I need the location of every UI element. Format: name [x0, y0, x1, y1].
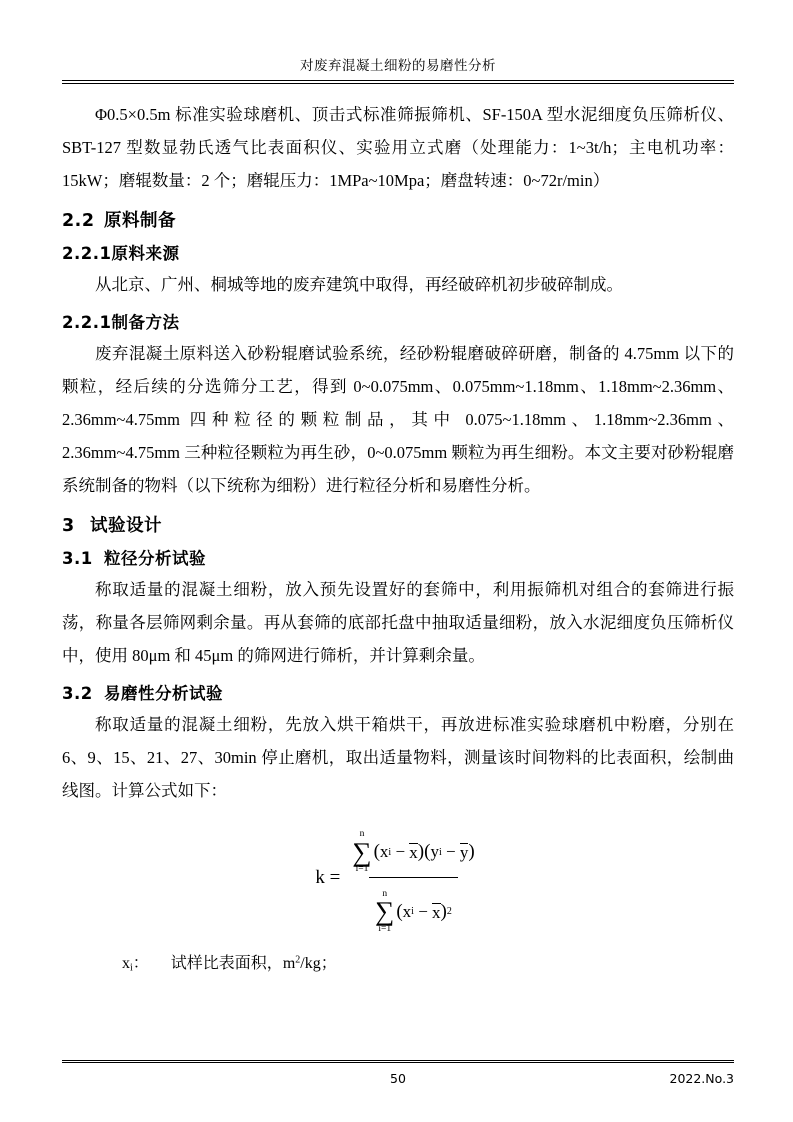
running-header: 对废弃混凝土细粉的易磨性分析	[300, 58, 496, 74]
variable-colon: ：	[132, 955, 149, 973]
formula-fraction	[346, 821, 480, 934]
variable-label	[122, 955, 149, 972]
sigma-limits	[352, 830, 371, 875]
header-rule-thin	[62, 83, 734, 84]
footer-row	[62, 1063, 734, 1086]
section-title: 试验设计	[90, 516, 162, 536]
term-x-i-sub-2: i	[411, 906, 414, 918]
variable-unit-rest: /kg；	[300, 955, 337, 973]
term-x-i-sub: i	[388, 846, 392, 858]
sigma-icon-2: ∑	[375, 896, 395, 927]
term-y-bar: y	[459, 842, 469, 862]
variable-definition	[122, 950, 734, 974]
paragraph-grindability-test: 称取适量的混凝土细粉，先放入烘干箱烘干，再放进标准实验球磨机中粉磨，分别在 6、9、15、21、27、30min 停止磨机，取出适量物料，测量该时间物料的比表面积，绘制曲线图。计算公式如下：	[62, 715, 734, 800]
section-number: 2.2	[62, 211, 95, 231]
section-number: 3.2	[62, 684, 93, 703]
section-number: 3	[62, 516, 75, 536]
term-x-bar-2: x	[432, 902, 441, 922]
section-title: 原料来源	[111, 244, 180, 263]
numerator-sum: n ∑ i=1 ( x i − x ) ( y i − y )	[352, 829, 475, 875]
sigma-icon: ∑	[352, 836, 372, 867]
term-x-i-2: x	[402, 901, 412, 921]
variable-text: 试样比表面积，	[170, 955, 283, 973]
header-rule-thick	[62, 80, 734, 81]
paragraph-particle-size-test: 称取适量的混凝土细粉，放入预先设置好的套筛中，利用振筛机对组合的套筛进行振荡，称量各层筛网剩余量。再从套筛的底部托盘中抽取适量细粉，放入水泥细度负压筛析仪中，使用 80μm 和 45μm 的筛网进行筛析，并计算剩余量。	[62, 580, 734, 665]
term-y-i-sub: i	[438, 846, 442, 858]
denominator-sum: n ∑ i=1 ( x i − x ) 2	[375, 888, 452, 934]
open-paren: (	[373, 841, 380, 863]
section-number: 2.2.1	[62, 313, 112, 332]
open-paren-3: (	[396, 900, 403, 922]
variable-unit-sup: 2	[295, 954, 301, 966]
section-heading-2-2-1-source	[62, 240, 734, 264]
sum-lower-limit-2: i=1	[378, 923, 392, 934]
sum-upper-limit: n	[359, 829, 365, 839]
section-heading-3-2	[62, 680, 734, 704]
section-number: 3.1	[62, 549, 93, 568]
section-title: 原料制备	[104, 211, 176, 231]
sum-lower-limit: i=1	[355, 864, 369, 875]
paragraph-source: 从北京、广州、桐城等地的废弃建筑中取得，再经破碎机初步破碎制成。	[95, 275, 623, 294]
sigma-limits-2	[375, 890, 394, 935]
page-footer	[62, 1060, 734, 1086]
open-paren-2: (	[424, 841, 431, 863]
issue-label: 2022.No.3	[669, 1071, 734, 1086]
exponent-two: 2	[446, 906, 452, 918]
term-y-i: y	[430, 842, 439, 862]
section-title: 制备方法	[111, 313, 180, 332]
term-x-bar: x	[409, 842, 418, 862]
variable-symbol-sub: i	[130, 962, 133, 974]
variable-symbol: x	[122, 955, 130, 973]
page-number: 50	[390, 1071, 406, 1086]
close-paren-3: )	[440, 900, 447, 922]
formula-denominator	[369, 877, 458, 935]
formula-k	[315, 821, 480, 934]
formula-block	[62, 821, 734, 934]
formula-numerator	[346, 821, 480, 877]
section-heading-3-1	[62, 545, 734, 569]
section-heading-2-2	[62, 207, 734, 232]
close-paren: )	[417, 841, 425, 863]
variable-unit-base: m	[282, 955, 296, 973]
formula-lhs: k =	[315, 866, 341, 888]
section-heading-3	[62, 512, 734, 537]
section-title: 粒径分析试验	[104, 549, 206, 568]
sum-upper-limit-2: n	[382, 888, 388, 899]
page-content	[62, 54, 734, 974]
paragraph-preparation: 废弃混凝土原料送入砂粉辊磨试验系统，经砂粉辊磨破碎研磨，制备的 4.75mm 以下的颗粒，经后续的分选筛分工艺，得到 0~0.075mm、0.075mm~1.18mm、1.18mm~2.36mm、2.36mm~4.75mm 四种粒径的颗粒制品，其中 0.075~1.18mm、1.18mm~2.36mm、2.36mm~4.75mm 三种粒径颗粒为再生砂，0~0.075mm 颗粒为再生细粉。本文主要对砂粉辊磨系统制备的物料（以下统称为细粉）进行粒径分析和易磨性分析。	[62, 344, 734, 495]
term-x-i: x	[379, 842, 389, 862]
section-heading-2-2-1-method	[62, 309, 734, 333]
section-title: 易磨性分析试验	[104, 684, 223, 703]
footer-rule-thick	[62, 1060, 734, 1061]
close-paren-2: )	[468, 841, 475, 863]
paragraph-equipment: Φ0.5×0.5m 标准实验球磨机、顶击式标准筛振筛机、SF-150A 型水泥细度负压筛析仪、SBT-127 型数显勃氏透气比表面积仪、实验用立式磨（处理能力：1~3t/h；主电机功率：15kW；磨辊数量：2 个；磨辊压力：1MPa~10Mpa；磨盘转速：0~72r/min）	[62, 105, 734, 190]
section-number: 2.2.1	[62, 244, 112, 263]
